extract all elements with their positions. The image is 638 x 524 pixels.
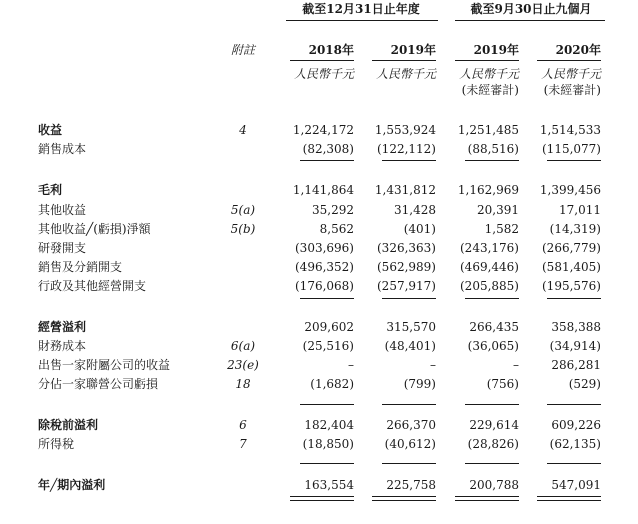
row-value-col1: 163,554 xyxy=(304,478,354,492)
rule-r1-c3 xyxy=(465,160,519,161)
unit-label-1: 人民幣千元 xyxy=(293,67,354,81)
row-value-col1: 1,224,172 xyxy=(292,123,354,137)
row-label: 其他收益 xyxy=(38,203,87,217)
year-rule-3 xyxy=(455,60,519,61)
row-label: 收益 xyxy=(38,123,63,137)
row-value-col3: 20,391 xyxy=(477,203,519,217)
row-value-col1: 209,602 xyxy=(304,320,354,334)
rule-r3-c3 xyxy=(465,404,519,405)
group-rule-nine-months xyxy=(455,20,605,21)
row-label: 銷售成本 xyxy=(38,142,87,156)
row-value-col2: (257,917) xyxy=(377,279,436,293)
row-value-col2: (48,401) xyxy=(384,339,436,353)
row-label: 分佔一家聯營公司虧損 xyxy=(38,377,159,391)
rule-r4-c4 xyxy=(547,463,601,464)
row-value-col2: 315,570 xyxy=(386,320,436,334)
row-value-col2: (40,612) xyxy=(384,437,436,451)
row-value-col1: 35,292 xyxy=(312,203,354,217)
row-value-col4: 547,091 xyxy=(551,478,601,492)
rule-r2-c1 xyxy=(300,298,354,299)
row-note: 5(b) xyxy=(230,222,256,236)
row-value-col3: 1,162,969 xyxy=(457,183,519,197)
row-value-col1: (303,696) xyxy=(295,241,354,255)
row-value-col3: (88,516) xyxy=(467,142,519,156)
row-value-col3: 266,435 xyxy=(469,320,519,334)
double-rule-c1 xyxy=(290,496,354,501)
row-value-col4: 609,226 xyxy=(551,418,601,432)
row-value-col4: (266,779) xyxy=(542,241,601,255)
row-value-col3: 1,582 xyxy=(484,222,519,236)
year-header-1: 2018年 xyxy=(308,43,354,57)
row-value-col2: (401) xyxy=(403,222,436,236)
year-rule-2 xyxy=(372,60,436,61)
row-value-col3: (469,446) xyxy=(460,260,519,274)
row-value-col2: – xyxy=(430,358,436,372)
row-value-col3: 200,788 xyxy=(469,478,519,492)
row-value-col1: (18,850) xyxy=(302,437,354,451)
rule-r2-c3 xyxy=(465,298,519,299)
row-value-col1: 8,562 xyxy=(319,222,354,236)
row-note: 6 xyxy=(239,418,247,432)
row-value-col2: (326,363) xyxy=(377,241,436,255)
row-value-col4: 358,388 xyxy=(551,320,601,334)
row-label: 所得稅 xyxy=(38,437,75,451)
rule-r2-c2 xyxy=(382,298,436,299)
unit-label-4: 人民幣千元 xyxy=(540,67,601,81)
year-header-3: 2019年 xyxy=(473,43,519,57)
rule-r3-c4 xyxy=(547,404,601,405)
row-label: 經營溢利 xyxy=(38,320,87,334)
row-value-col2: (562,989) xyxy=(377,260,436,274)
row-note: 4 xyxy=(239,123,247,137)
row-value-col3: (243,176) xyxy=(460,241,519,255)
row-note: 18 xyxy=(235,377,251,391)
row-value-col4: (115,077) xyxy=(542,142,601,156)
year-header-4: 2020年 xyxy=(555,43,601,57)
group-header-year: 截至12月31日止年度 xyxy=(302,2,420,16)
group-header-nine-months: 截至9月30日止九個月 xyxy=(470,2,592,16)
unaudited-label-2: (未經審計) xyxy=(543,83,601,97)
row-value-col2: 1,553,924 xyxy=(374,123,436,137)
row-note: 5(a) xyxy=(230,203,256,217)
row-value-col1: 182,404 xyxy=(304,418,354,432)
unit-label-2: 人民幣千元 xyxy=(375,67,436,81)
row-value-col4: (529) xyxy=(568,377,601,391)
row-value-col4: 286,281 xyxy=(551,358,601,372)
group-rule-year xyxy=(286,20,438,21)
row-label: 行政及其他經營開支 xyxy=(38,279,147,293)
row-label: 其他收益╱(虧損)淨額 xyxy=(38,222,151,236)
year-rule-1 xyxy=(290,60,354,61)
double-rule-c2 xyxy=(372,496,436,501)
double-rule-c4 xyxy=(537,496,601,501)
row-label: 毛利 xyxy=(38,183,63,197)
row-label: 研發開支 xyxy=(38,241,87,255)
rule-r3-c2 xyxy=(382,404,436,405)
row-value-col1: (176,068) xyxy=(295,279,354,293)
rule-r4-c1 xyxy=(300,463,354,464)
rule-r4-c3 xyxy=(465,463,519,464)
row-note: 23(e) xyxy=(227,358,259,372)
row-value-col2: 1,431,812 xyxy=(374,183,436,197)
rule-r3-c1 xyxy=(300,404,354,405)
row-label: 出售一家附屬公司的收益 xyxy=(38,358,171,372)
row-label: 除稅前溢利 xyxy=(38,418,99,432)
row-value-col4: (62,135) xyxy=(549,437,601,451)
rule-r4-c2 xyxy=(382,463,436,464)
row-value-col4: 1,514,533 xyxy=(539,123,601,137)
row-note: 6(a) xyxy=(230,339,256,353)
row-value-col3: (205,885) xyxy=(460,279,519,293)
unaudited-label-1: (未經審計) xyxy=(461,83,519,97)
row-value-col4: 17,011 xyxy=(559,203,601,217)
unit-label-3: 人民幣千元 xyxy=(458,67,519,81)
row-value-col4: (581,405) xyxy=(542,260,601,274)
row-value-col2: (799) xyxy=(403,377,436,391)
row-value-col2: (122,112) xyxy=(377,142,436,156)
double-rule-c3 xyxy=(455,496,519,501)
row-label: 銷售及分銷開支 xyxy=(38,260,123,274)
row-note: 7 xyxy=(239,437,247,451)
row-value-col1: (496,352) xyxy=(295,260,354,274)
row-value-col1: – xyxy=(348,358,354,372)
row-value-col1: 1,141,864 xyxy=(292,183,354,197)
row-value-col4: (34,914) xyxy=(549,339,601,353)
row-value-col4: (14,319) xyxy=(549,222,601,236)
rule-r1-c2 xyxy=(382,160,436,161)
row-value-col1: (25,516) xyxy=(302,339,354,353)
row-value-col3: – xyxy=(513,358,519,372)
rule-r1-c4 xyxy=(547,160,601,161)
row-value-col1: (1,682) xyxy=(310,377,354,391)
row-value-col2: 266,370 xyxy=(386,418,436,432)
row-value-col4: 1,399,456 xyxy=(539,183,601,197)
row-value-col4: (195,576) xyxy=(542,279,601,293)
row-value-col3: (36,065) xyxy=(467,339,519,353)
row-label: 年╱期內溢利 xyxy=(38,478,106,492)
year-header-2: 2019年 xyxy=(390,43,436,57)
row-value-col3: 229,614 xyxy=(469,418,519,432)
note-column-header: 附註 xyxy=(230,43,255,57)
row-value-col3: 1,251,485 xyxy=(457,123,519,137)
year-rule-4 xyxy=(537,60,601,61)
row-value-col3: (756) xyxy=(486,377,519,391)
row-value-col2: 31,428 xyxy=(394,203,436,217)
row-value-col3: (28,826) xyxy=(467,437,519,451)
rule-r1-c1 xyxy=(300,160,354,161)
row-label: 財務成本 xyxy=(38,339,87,353)
rule-r2-c4 xyxy=(547,298,601,299)
row-value-col1: (82,308) xyxy=(302,142,354,156)
row-value-col2: 225,758 xyxy=(386,478,436,492)
